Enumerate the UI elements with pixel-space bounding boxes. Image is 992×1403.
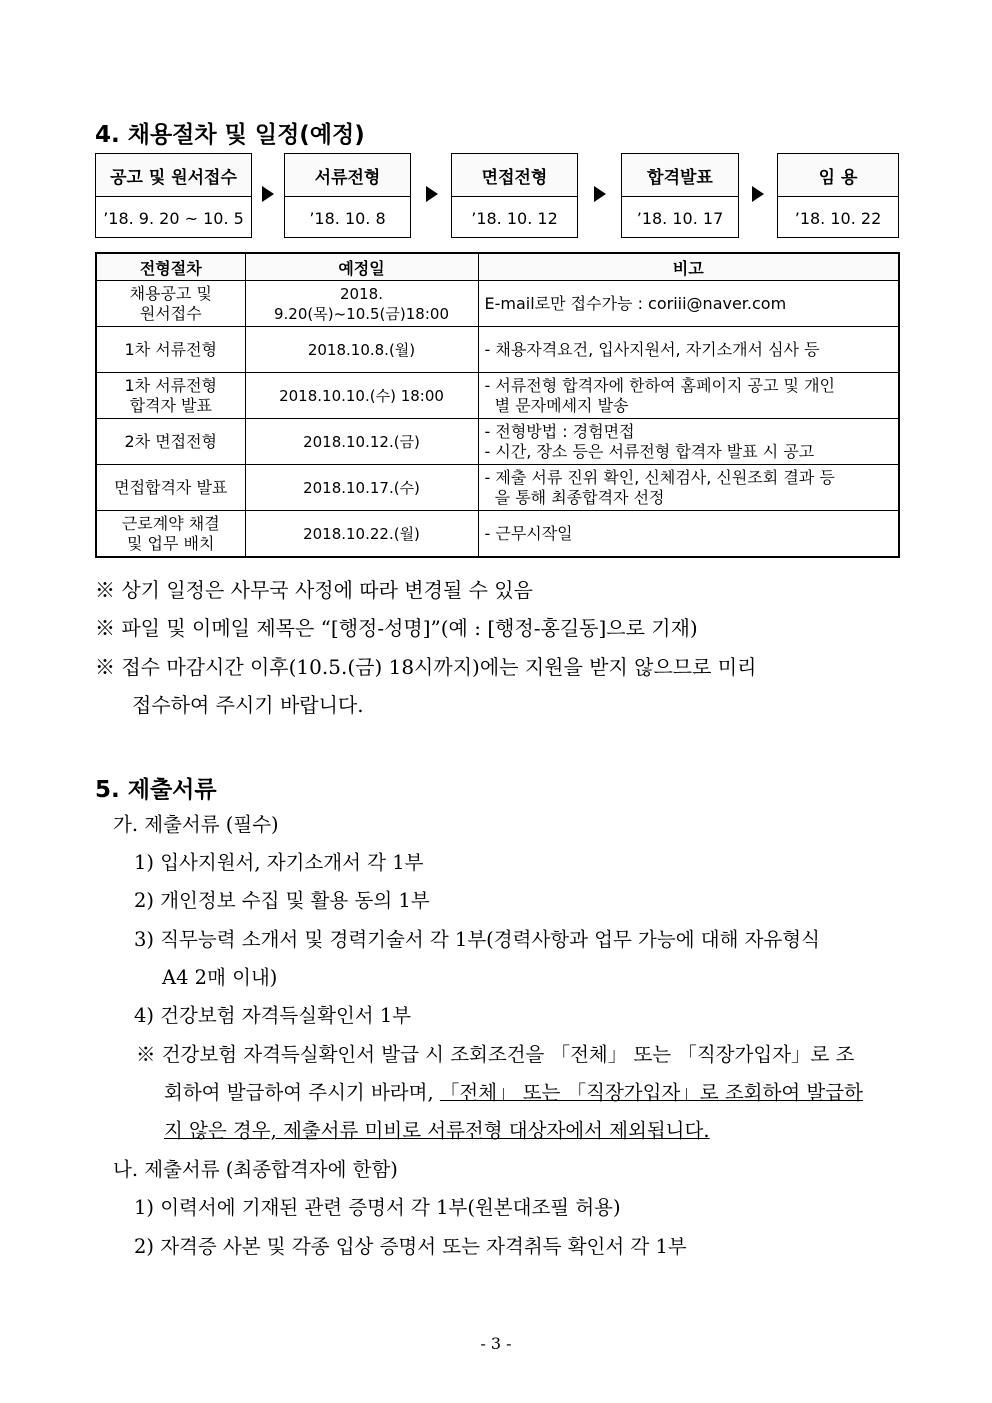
note-line: - 시간, 장소 등은 서류전형 합격자 발표 시 공고 (484, 441, 815, 461)
date-line: 2018.10.17.(수) (303, 478, 420, 497)
date-line: 2018. (340, 284, 383, 303)
table-row (96, 327, 899, 373)
note-line: 을 통해 최종합격자 선정 (484, 487, 665, 507)
step-line: 근로계약 채결 (121, 513, 220, 533)
table-row (96, 465, 899, 511)
flow-step-date: ’18. 9. 20 ~ 10. 5 (103, 208, 244, 228)
note-line: ※ 접수 마감시간 이후(10.5.(금) 18시까지)에는 지원을 받지 않으므로 미리 (95, 655, 757, 679)
subsection-b-title: 나. 제출서류 (최종합격자에 한함) (113, 1158, 398, 1181)
arrow-right-icon (594, 186, 606, 202)
list-item: 2) 개인정보 수집 및 활용 동의 1부 (134, 889, 430, 912)
list-item: 1) 이력서에 기재된 관련 증명서 각 1부(원본대조필 허용) (134, 1196, 621, 1219)
date-line: 2018.10.10.(수) 18:00 (279, 386, 444, 405)
flow-step-label: 임 용 (778, 154, 898, 197)
table-row (96, 511, 899, 558)
list-item: 1) 입사지원서, 자기소개서 각 1부 (134, 851, 424, 874)
flow-step-label: 서류전형 (285, 154, 410, 197)
note-line: ※ 파일 및 이메일 제목은 “[행정-성명]”(예 : [행정-홍길동]으로 기재) (95, 616, 698, 640)
flow-step-2 (284, 153, 411, 238)
step-line: 및 업무 배치 (127, 533, 215, 553)
flow-step-5 (777, 153, 899, 238)
note-line: 접수하여 주시기 바랍니다. (132, 693, 364, 717)
step-line: 합격자 발표 (129, 395, 212, 415)
note-line: E-mail로만 접수가능 : coriii@naver.com (484, 293, 787, 313)
underlined-text: 「전체」 또는 「직장가입자」로 조회하여 발급하 (439, 1081, 863, 1104)
table-header-row (96, 253, 899, 281)
flow-step-date: ’18. 10. 8 (309, 208, 386, 228)
step-line: 면접합격자 발표 (114, 477, 228, 497)
note-line: - 서류전형 합격자에 한하여 홈페이지 공고 및 개인 (484, 375, 835, 395)
note-line: - 근무시작일 (484, 523, 573, 543)
step-line: 1차 서류전형 (124, 375, 218, 395)
list-item: 4) 건강보험 자격득실확인서 1부 (134, 1004, 412, 1027)
arrow-right-icon (262, 186, 274, 202)
step-line: 1차 서류전형 (124, 339, 218, 359)
step-line: 2차 면접전형 (124, 431, 218, 451)
underlined-text: 지 않은 경우, 제출서류 미비로 서류전형 대상자에서 제외됩니다. (164, 1119, 710, 1142)
flow-step-1 (95, 153, 252, 238)
section4-title: 4. 채용절차 및 일정(예정) (95, 122, 365, 148)
note-line: - 제출 서류 진위 확인, 신체검사, 신원조회 결과 등 (484, 467, 835, 487)
header-step: 전형절차 (96, 253, 245, 281)
note-line: ※ 건강보험 자격득실확인서 발급 시 조회조건을 「전체」 또는 「직장가입자」로 조 (136, 1043, 855, 1066)
note-line (164, 1077, 863, 1105)
flow-step-label: 면접전형 (452, 154, 577, 197)
header-date: 예정일 (245, 253, 478, 281)
page-number: - 3 - (480, 1334, 512, 1353)
schedule-table (95, 252, 900, 558)
note-line: 별 문자메세지 발송 (484, 395, 629, 415)
date-line: 2018.10.22.(월) (303, 524, 420, 543)
date-line: 9.20(목)~10.5(금)18:00 (274, 304, 449, 323)
subsection-a-title: 가. 제출서류 (필수) (113, 813, 279, 836)
flow-step-date: ’18. 10. 12 (471, 208, 558, 228)
flow-step-label: 공고 및 원서접수 (96, 154, 251, 197)
date-line: 2018.10.12.(금) (303, 432, 420, 451)
flow-step-date: ’18. 10. 17 (636, 208, 724, 228)
note-text: 회하여 발급하여 주시기 바라며, (164, 1081, 440, 1104)
flow-step-4 (621, 153, 739, 238)
header-note: 비고 (478, 253, 899, 281)
flow-step-3 (451, 153, 578, 238)
table-row (96, 281, 899, 327)
arrow-right-icon (752, 186, 764, 202)
arrow-right-icon (426, 186, 438, 202)
step-line: 원서접수 (139, 303, 202, 323)
note-line: - 채용자격요건, 입사지원서, 자기소개서 심사 등 (484, 339, 820, 359)
date-line: 2018.10.8.(월) (307, 340, 416, 359)
flow-step-label: 합격발표 (622, 154, 738, 197)
table-row (96, 373, 899, 419)
step-line: 채용공고 및 (129, 283, 212, 303)
note-line: - 전형방법 : 경험면접 (484, 421, 635, 441)
list-item: 2) 자격증 사본 및 각종 입상 증명서 또는 자격취득 확인서 각 1부 (134, 1235, 687, 1258)
section5-title: 5. 제출서류 (95, 777, 217, 803)
table-row (96, 419, 899, 465)
list-item: 3) 직무능력 소개서 및 경력기술서 각 1부(경력사항과 업무 가능에 대해 자유형식 (134, 928, 820, 951)
list-item: A4 2매 이내) (162, 966, 278, 989)
note-line: ※ 상기 일정은 사무국 사정에 따라 변경될 수 있음 (95, 578, 533, 602)
flow-step-date: ’18. 10. 22 (794, 208, 882, 228)
